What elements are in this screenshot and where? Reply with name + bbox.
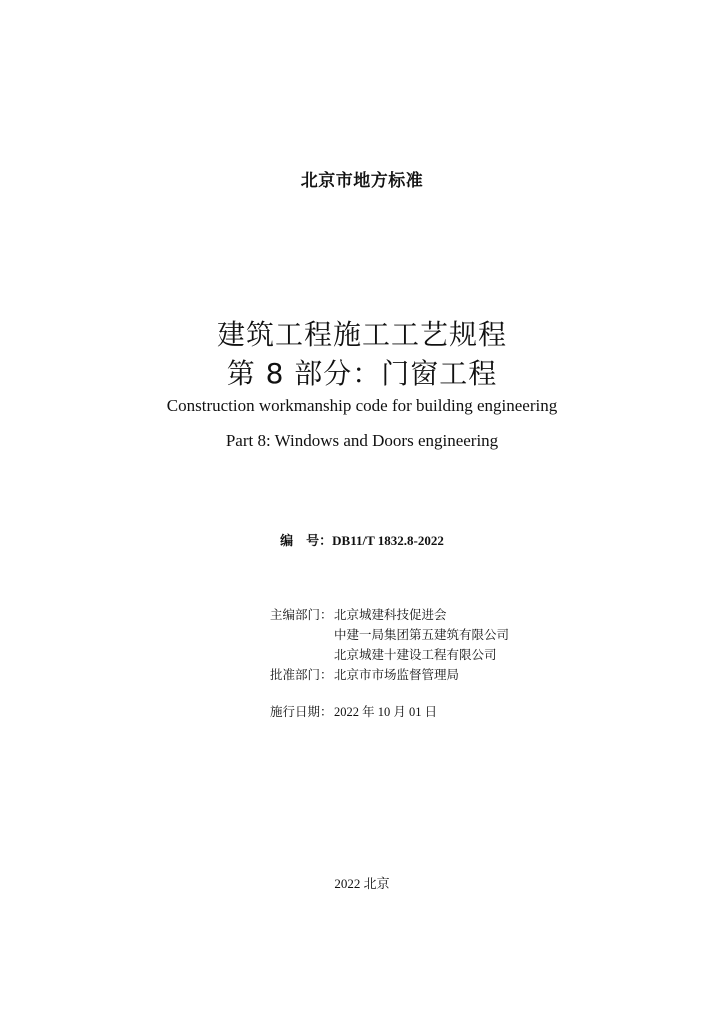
approval-row [270, 665, 509, 685]
effective-date-value: 2022 年 10 月 01 日 [334, 705, 438, 719]
effective-date-block [270, 702, 437, 722]
title-en-line2: Part 8: Windows and Doors engineering [225, 431, 499, 450]
standard-code-value: DB11/T 1832.8-2022 [332, 533, 444, 548]
approval-department: 北京市市场监督管理局 [334, 667, 460, 682]
title-en-line1: Construction workmanship code for building engineering [166, 396, 558, 415]
issuer-block [270, 605, 509, 685]
chief-editor-row [270, 605, 509, 625]
standard-code [0, 530, 724, 549]
chief-editor-row [270, 645, 509, 665]
chief-editor-label: 主编部门： [270, 607, 333, 622]
approval-label: 批准部门： [270, 667, 333, 682]
effective-date-row [270, 702, 437, 722]
chief-editor-2: 中建一局集团第五建筑有限公司 [334, 627, 510, 642]
chief-editor-1: 北京城建科技促进会 [334, 607, 447, 622]
effective-date-label: 施行日期： [270, 704, 333, 719]
title-cn-line1: 建筑工程施工工艺规程 [216, 318, 507, 351]
standard-code-label: 编 号： [280, 534, 333, 549]
standard-type: 北京市地方标准 [300, 171, 424, 191]
title-cn-line2: 第 8 部分：门窗工程 [226, 357, 498, 390]
chief-editor-row [270, 625, 509, 645]
chief-editor-3: 北京城建十建设工程有限公司 [334, 647, 497, 662]
footer-year-place: 2022 北京 [334, 876, 390, 891]
